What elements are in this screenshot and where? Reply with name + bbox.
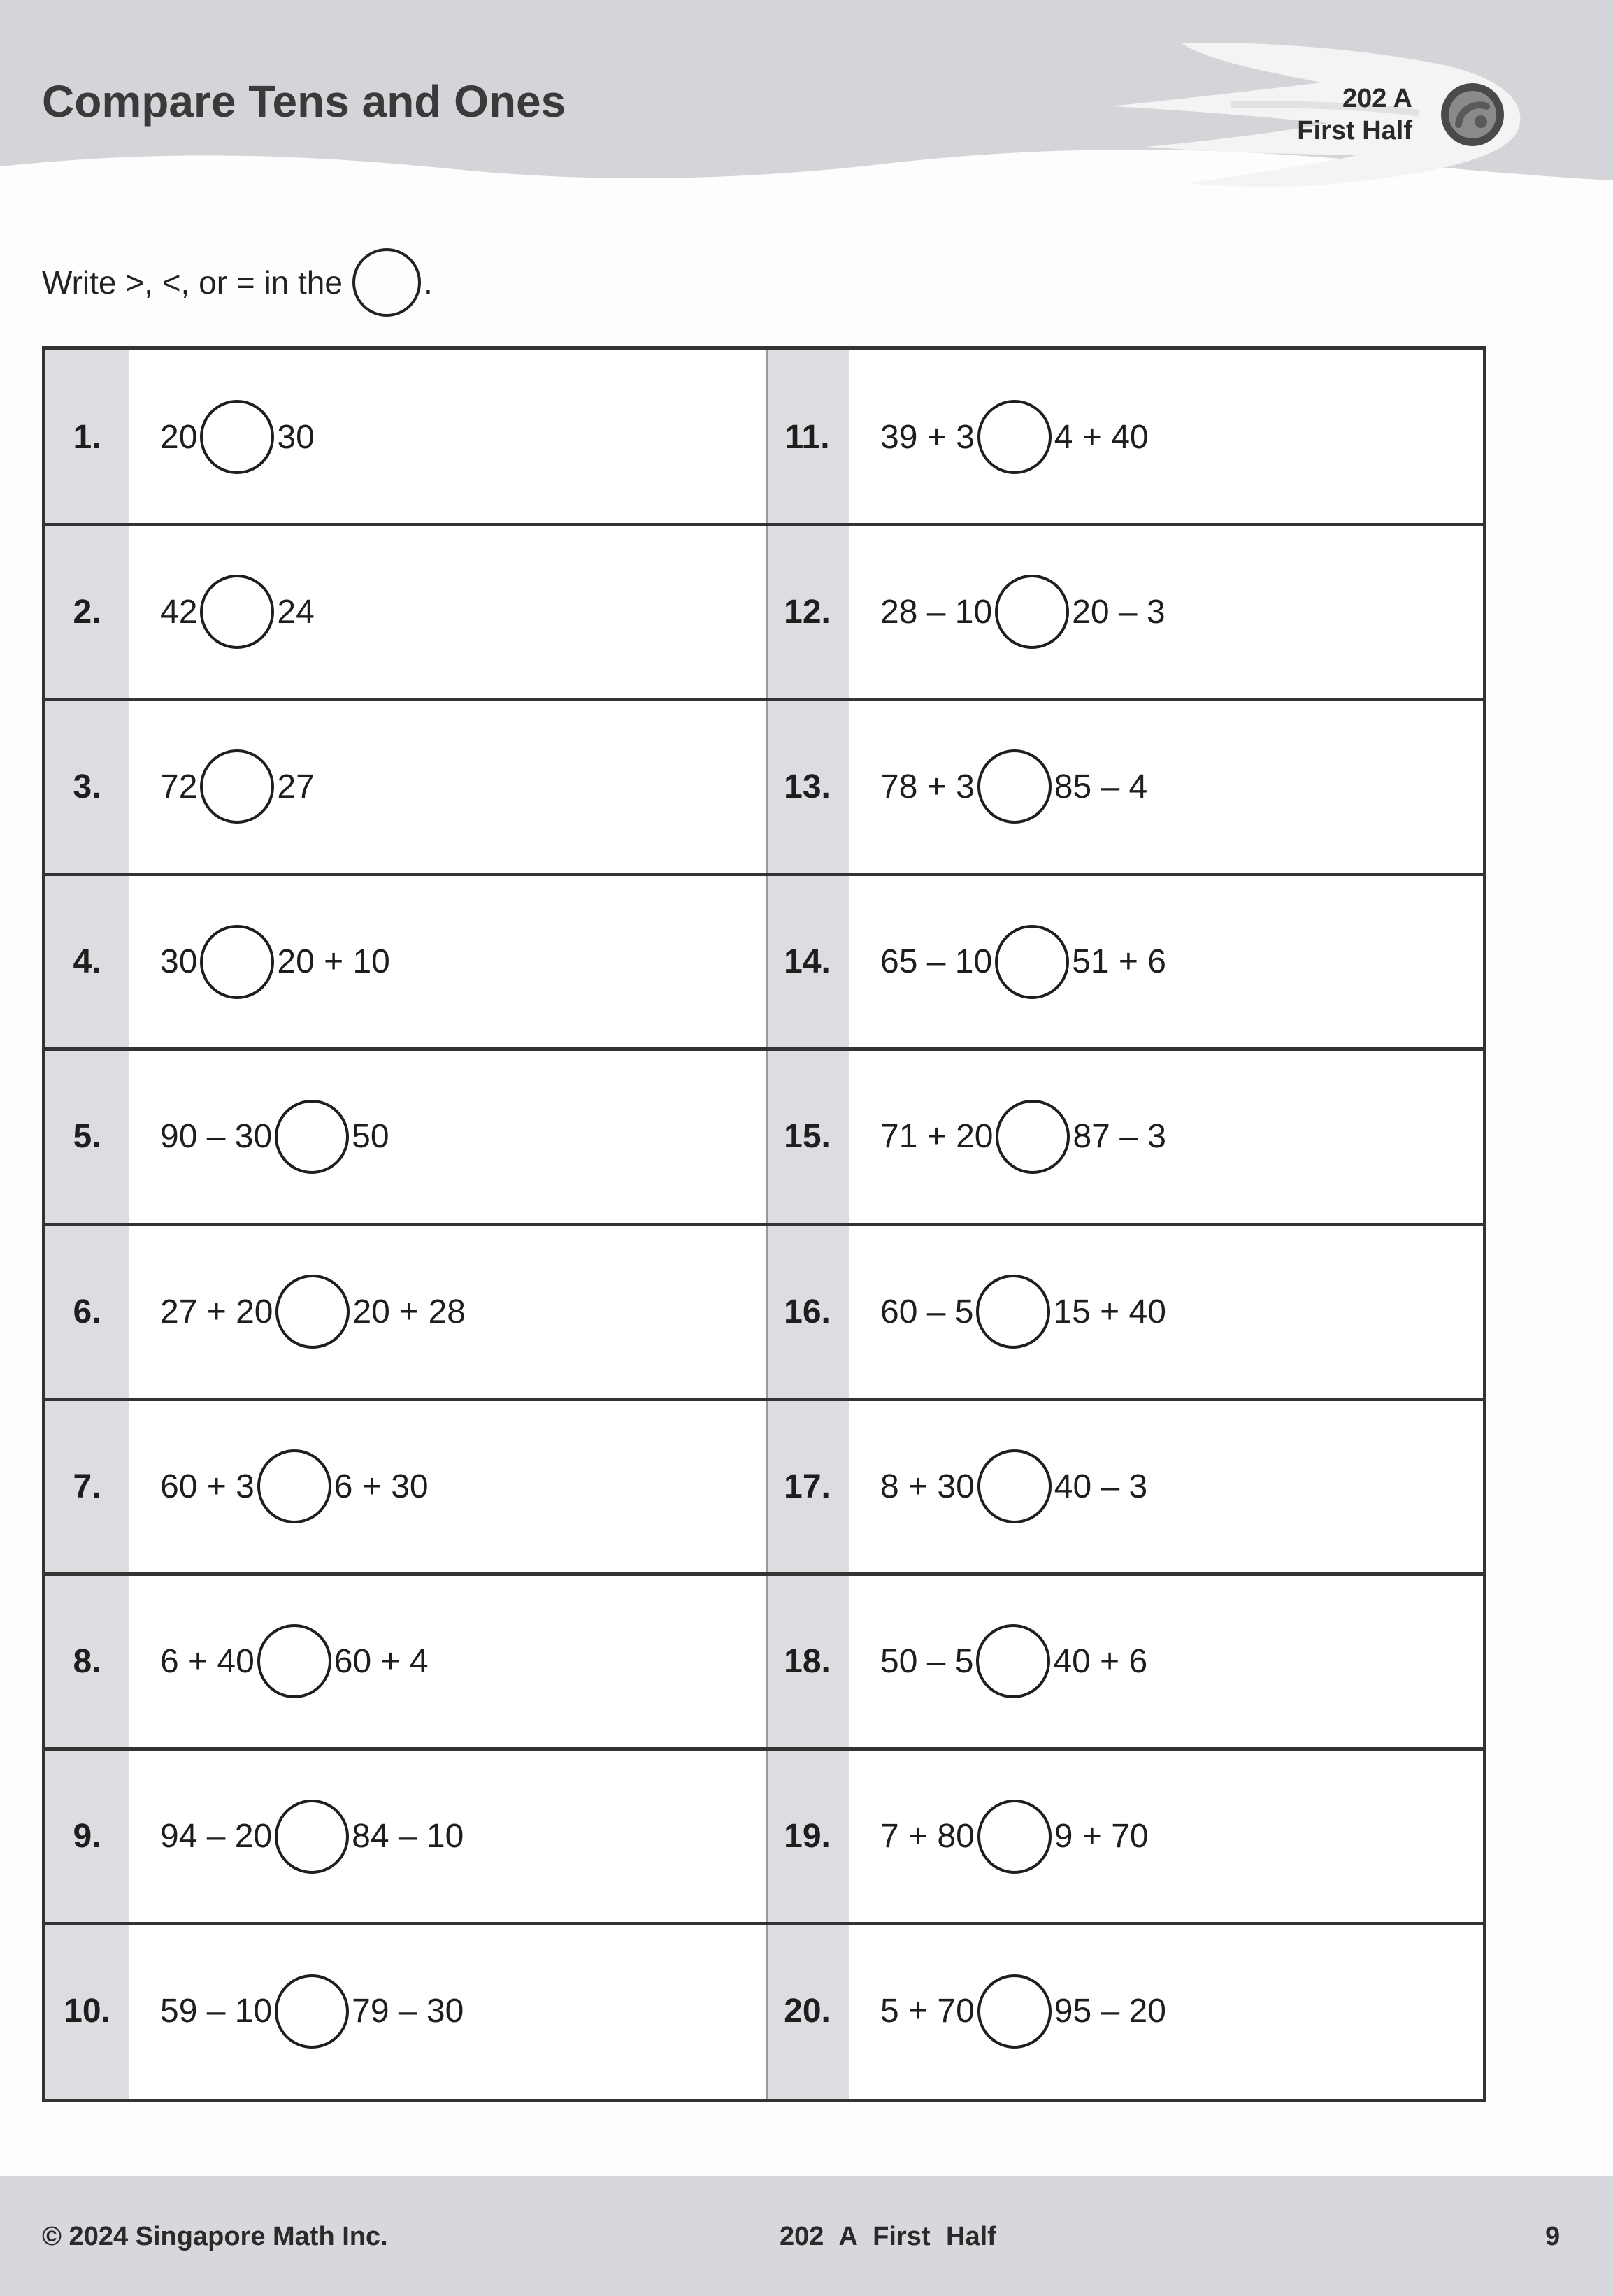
level-badge-icon [1439,81,1506,148]
right-expression: 87 – 3 [1073,1118,1166,1156]
right-expression: 9 + 70 [1054,1818,1149,1856]
problem-number: 2. [73,593,101,631]
instruction-period: . [423,264,433,301]
left-expression: 6 + 40 [160,1642,255,1680]
problem-item [766,1224,1166,1399]
right-expression: 24 [277,593,315,631]
footer [0,2176,1613,2296]
answer-circle[interactable] [200,925,274,999]
left-expression: 8 + 30 [880,1468,975,1505]
right-expression: 95 – 20 [1054,1993,1166,2030]
right-expression: 15 + 40 [1053,1293,1166,1330]
problem-number: 8. [73,1642,101,1680]
left-expression: 59 – 10 [160,1993,273,2030]
answer-circle[interactable] [200,400,274,474]
answer-circle[interactable] [257,1624,331,1698]
left-expression: 78 + 3 [880,768,975,805]
left-expression: 7 + 80 [880,1818,975,1856]
problem-number: 7. [73,1468,101,1505]
answer-circle[interactable] [275,1974,349,2049]
problem-item [766,1574,1147,1749]
left-expression: 65 – 10 [880,943,993,981]
right-expression: 50 [352,1118,389,1156]
left-expression: 5 + 70 [880,1993,975,2030]
problem-item [45,1749,464,1924]
level-badge [1259,82,1412,147]
problem-number: 18. [784,1642,831,1680]
answer-circle[interactable] [976,1624,1050,1698]
problem-item [45,875,390,1049]
problem-item [766,699,1147,874]
left-expression: 94 – 20 [160,1818,273,1856]
left-expression: 72 [160,768,198,805]
instruction-text: Write >, <, or = in the [42,264,343,301]
footer-level: 202 A First Half [780,2222,996,2251]
problem-item [45,1924,464,2099]
answer-circle[interactable] [275,1275,350,1349]
answer-circle[interactable] [977,1974,1052,2049]
problem-item [45,1049,389,1224]
problem-number: 4. [73,943,101,981]
left-expression: 39 + 3 [880,418,975,456]
problem-item [766,1049,1166,1224]
left-expression: 30 [160,943,198,981]
problem-item [45,1399,429,1574]
problem-item [45,524,315,699]
left-expression: 71 + 20 [880,1118,994,1156]
level-code: 202 A [1342,84,1412,113]
right-expression: 4 + 40 [1054,418,1149,456]
right-expression: 27 [277,768,315,805]
answer-circle[interactable] [995,575,1069,649]
problem-item [766,524,1166,699]
answer-circle[interactable] [200,575,274,649]
problem-number: 5. [73,1118,101,1156]
problem-number: 3. [73,768,101,805]
answer-circle[interactable] [275,1100,349,1174]
problem-number: 1. [73,418,101,456]
instruction [42,246,433,319]
right-expression: 6 + 30 [334,1468,429,1505]
answer-circle[interactable] [977,1800,1052,1874]
problem-number: 11. [784,418,830,456]
problem-number: 9. [73,1818,101,1856]
page-number: 9 [1545,2222,1561,2251]
right-expression: 40 + 6 [1053,1642,1148,1680]
answer-circle[interactable] [257,1449,331,1523]
left-expression: 20 [160,418,198,456]
problem-number: 15. [784,1118,831,1156]
problem-number: 19. [784,1818,831,1856]
right-expression: 84 – 10 [352,1818,464,1856]
problem-number: 16. [784,1293,831,1330]
problem-item [766,1399,1147,1574]
left-expression: 42 [160,593,198,631]
left-expression: 27 + 20 [160,1293,273,1330]
right-expression: 40 – 3 [1054,1468,1148,1505]
left-expression: 90 – 30 [160,1118,273,1156]
right-expression: 20 + 28 [352,1293,466,1330]
left-expression: 60 – 5 [880,1293,974,1330]
worksheet-table [42,346,1486,2102]
problem-number: 17. [784,1468,831,1505]
answer-circle[interactable] [977,1449,1052,1523]
problem-item [766,1924,1166,2099]
right-expression: 51 + 6 [1072,943,1166,981]
right-expression: 79 – 30 [352,1993,464,2030]
problem-item [45,1224,466,1399]
page-title: Compare Tens and Ones [42,76,566,127]
answer-circle[interactable] [995,925,1069,999]
problem-number: 6. [73,1293,101,1330]
right-expression: 20 + 10 [277,943,390,981]
problem-item [766,350,1149,524]
left-expression: 60 + 3 [160,1468,255,1505]
problem-item [766,875,1166,1049]
left-expression: 50 – 5 [880,1642,974,1680]
answer-circle[interactable] [200,749,274,824]
answer-circle[interactable] [977,749,1052,824]
problem-item [45,1574,429,1749]
answer-circle[interactable] [977,400,1052,474]
answer-circle[interactable] [996,1100,1070,1174]
right-expression: 20 – 3 [1072,593,1166,631]
problem-item [45,699,315,874]
answer-circle[interactable] [976,1275,1050,1349]
problem-item [45,350,315,524]
answer-circle[interactable] [275,1800,349,1874]
sample-answer-circle [352,248,421,317]
level-name: First Half [1297,116,1412,145]
right-expression: 60 + 4 [334,1642,429,1680]
problem-item [766,1749,1149,1924]
problem-number: 13. [784,768,831,805]
copyright: © 2024 Singapore Math Inc. [42,2222,388,2251]
right-expression: 85 – 4 [1054,768,1148,805]
problem-number: 20. [784,1993,831,2030]
problem-number: 14. [784,943,831,981]
problem-number: 12. [784,593,831,631]
right-expression: 30 [277,418,315,456]
left-expression: 28 – 10 [880,593,993,631]
problem-number: 10. [64,1993,110,2030]
